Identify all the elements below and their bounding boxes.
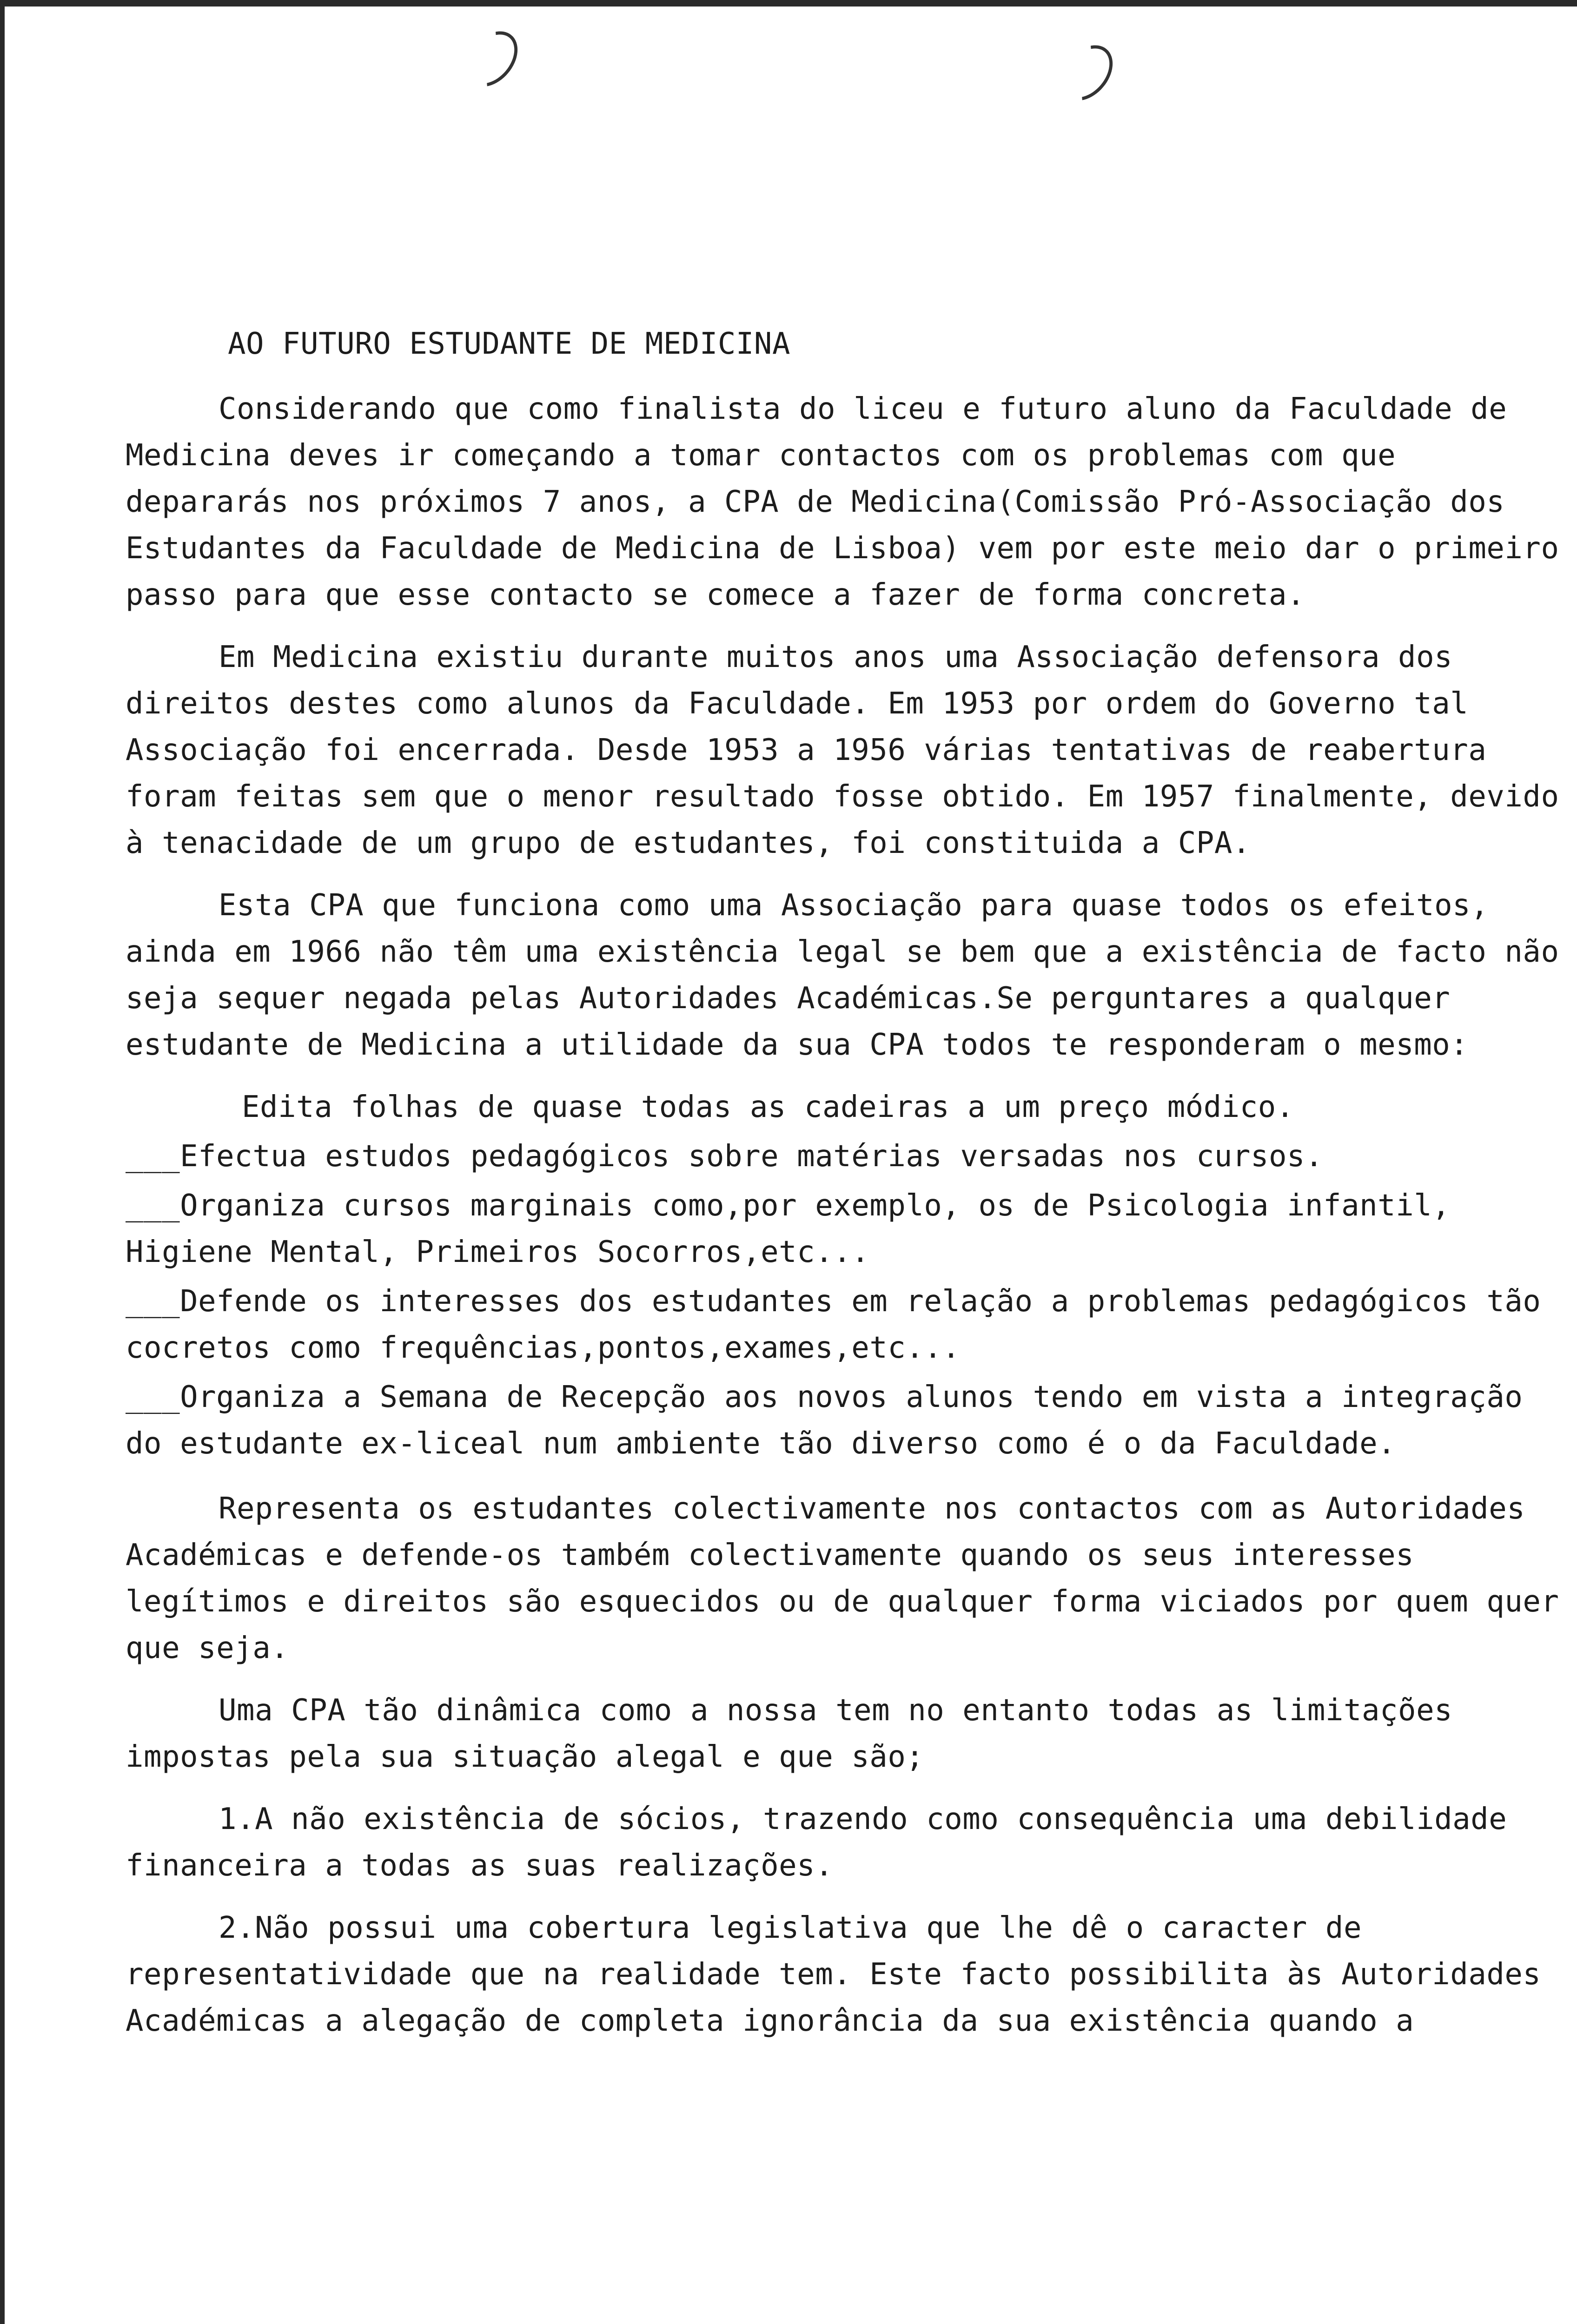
list-item-text: Efectua estudos pedagógicos sobre matérias versadas nos cursos. xyxy=(180,1139,1324,1174)
limitations-intro-paragraph: Uma CPA tão dinâmica como a nossa tem no entanto todas as limitações impostas pela sua situação alegal e que são; xyxy=(126,1693,1471,1774)
list-item-text: Organiza a Semana de Recepção aos novos alunos tendo em vista a integração do estudante ex-liceal num ambiente tão diverso como é o da Faculdade. xyxy=(126,1380,1541,1461)
document-title: AO FUTURO ESTUDANTE DE MEDICINA xyxy=(228,327,790,361)
history-paragraph: Em Medicina existiu durante muitos anos uma Associação defensora dos direitos destes como alunos da Faculdade. Em 1953 por ordem do Governo tal Associação foi encerrada. Desde 1953 a 1956 várias tentativas de reabertura foram feitas sem que o menor resultado fosse obtido. Em 1957 finalmente, devido à tenacidade de um grupo de estudantes, foi constituida a CPA. xyxy=(126,640,1577,860)
activities-list xyxy=(126,1084,1576,1467)
list-item xyxy=(126,1084,1576,1130)
list-item xyxy=(126,1133,1576,1180)
list-item xyxy=(126,1278,1576,1371)
status-paragraph: Esta CPA que funciona como uma Associação para quase todos os efeitos, ainda em 1966 não têm uma existência legal se bem que a existência de facto não seja sequer negada pelas Autoridades Académicas.Se perguntares a qualquer estudante de Medicina a utilidade da sua CPA todos te responderam o mesmo: xyxy=(126,888,1577,1062)
limitation-1-paragraph: 1.A não existência de sócios, trazendo como consequência uma debilidade financeira a todas as suas realizações. xyxy=(126,1802,1525,1883)
list-dash: ___ xyxy=(126,1284,180,1319)
document-body xyxy=(126,321,1576,2060)
list-item-text: Organiza cursos marginais como,por exemplo, os de Psicologia infantil, Higiene Mental, Primeiros Socorros,etc... xyxy=(126,1188,1469,1269)
list-item-text: Edita folhas de quase todas as cadeiras a um preço módico. xyxy=(242,1090,1294,1124)
list-item-text: Defende os interesses dos estudantes em relação a problemas pedagógicos tão cocretos como frequências,pontos,exames,etc... xyxy=(126,1284,1559,1365)
limitation-2-paragraph: 2.Não possui uma cobertura legislativa que lhe dê o caracter de representatividade que na realidade tem. Este facto possibilita às Autoridades Académicas a alegação de completa ignorância da sua existência quando a xyxy=(126,1911,1559,2038)
list-item xyxy=(126,1182,1576,1275)
list-dash: ___ xyxy=(126,1188,180,1223)
page-top-edge xyxy=(0,0,1577,7)
intro-paragraph: Considerando que como finalista do liceu e futuro aluno da Faculdade de Medicina deves ir começando a tomar contactos com os problemas com que depararás nos próximos 7 anos, a CPA de Medicina(Comissão Pró-Associação dos Estudantes da Faculdade de Medicina de Lisboa) vem por este meio dar o primeiro passo para que esse contacto se comece a fazer de forma concreta. xyxy=(126,392,1577,612)
page-left-edge xyxy=(0,0,5,2324)
representation-paragraph: Representa os estudantes colectivamente nos contactos com as Autoridades Académicas e defende-os também colectivamente quando os seus interesses legítimos e direitos são esquecidos ou de qualquer forma viciados por quem quer que seja. xyxy=(126,1492,1577,1665)
punch-hole-icon xyxy=(1050,35,1123,111)
punch-hole-icon xyxy=(455,21,528,97)
list-item xyxy=(126,1374,1576,1467)
list-dash: ___ xyxy=(126,1139,180,1174)
list-dash: ___ xyxy=(126,1380,180,1414)
